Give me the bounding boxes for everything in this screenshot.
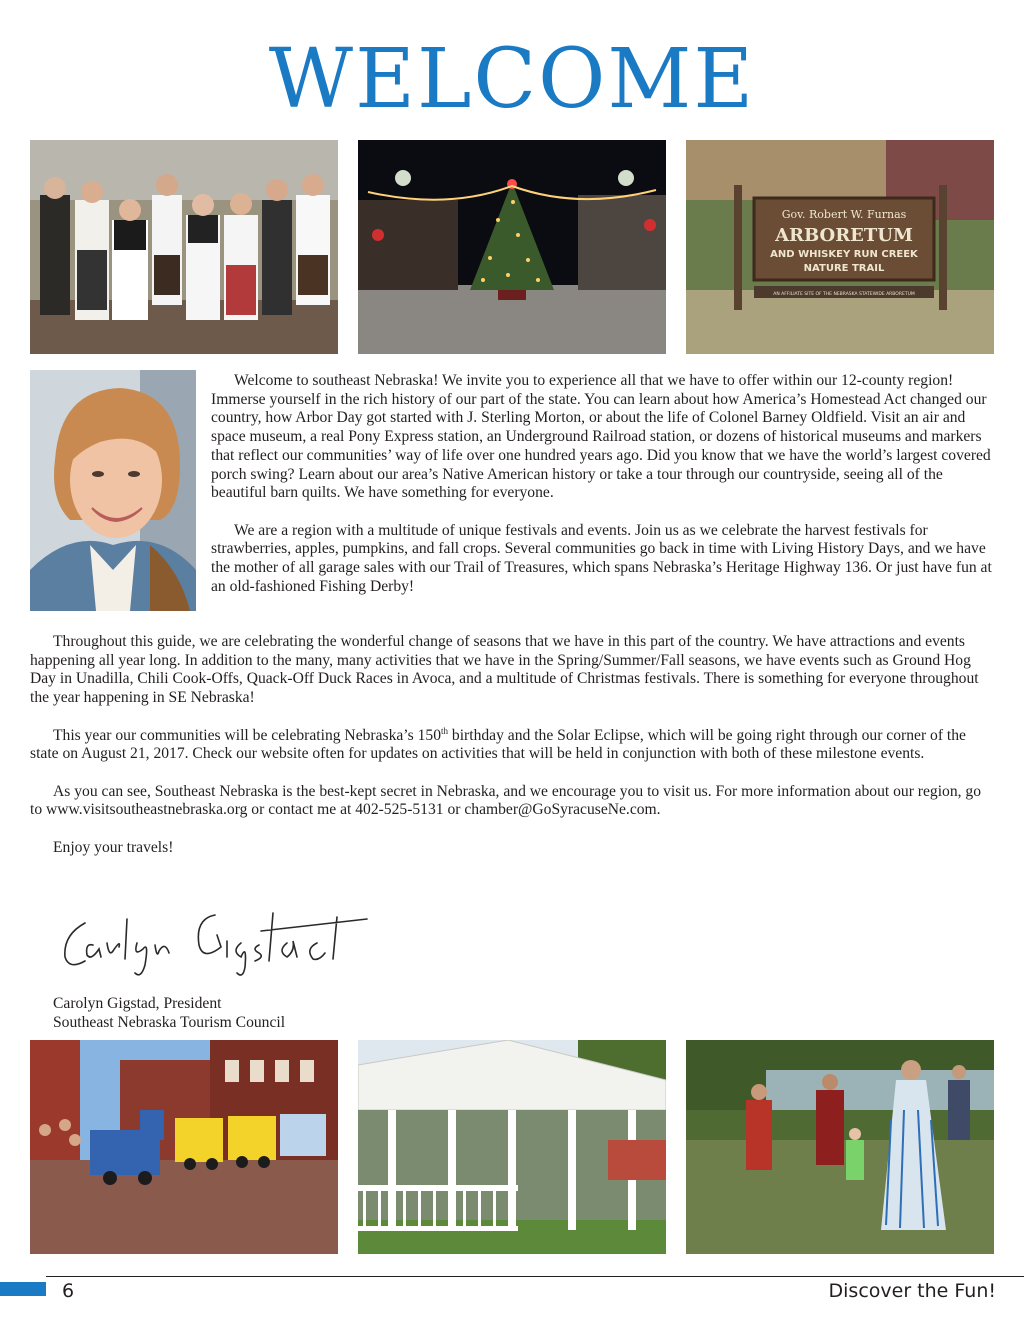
photo-oktoberfest-dancers <box>30 140 338 354</box>
signer-organization: Southeast Nebraska Tourism Council <box>53 1013 286 1031</box>
photo-kiddie-train <box>30 1040 338 1254</box>
body-text-block <box>30 633 997 857</box>
handwritten-signature <box>55 895 385 980</box>
ordinal-suffix: th <box>441 725 449 736</box>
intro-text-block <box>211 372 997 596</box>
photo-christmas-tree-street <box>358 140 666 354</box>
photo-portrait-carolyn <box>30 370 196 611</box>
page-number: 6 <box>62 1280 75 1302</box>
paragraph-milestones-b: birthday and the Solar Eclipse, which will be going right through our corner of the state on August 21, 2017. Check our website often for updates on activities that will be held in conjunction with both of these milestone events. <box>30 726 966 763</box>
paragraph-milestones-a: This year our communities will be celebrating Nebraska’s 150 <box>53 726 442 744</box>
signer-name: Carolyn Gigstad, President <box>53 995 222 1012</box>
footer-tagline: Discover the Fun! <box>828 1280 996 1302</box>
paragraph-festivals: We are a region with a multitude of unique festivals and events. Join us as we celebrate the harvest festivals for strawberries, apples, pumpkins, and fall crops. Several communities go back in time with Living History Days, and we have the mother of all garage sales with our Trail of Treasures, which spans Nebraska’s Heritage Highway 136. Or just have fun at an old-fashioned Fishing Derby! <box>211 521 992 595</box>
photo-park-pavilion <box>358 1040 666 1254</box>
paragraph-intro: Welcome to southeast Nebraska! We invite you to experience all that we have to offer within our 12-county region! Immerse yourself in the rich history of our part of the state. You can learn about how America’s Homestead Act changed our country, how Arbor Day got started with J. Sterling Morton, or about the life of Colonel Barney Oldfield. Visit an air and space museum, a real Pony Express station, an Underground Railroad station, or dozens of historical museums and markers that reflect our communities’ way of life over one hundred years ago. Did you know that we have the world’s largest covered porch swing? Learn about our area’s Native American history or take a tour through our countryside, seeing all of the beautiful barn quilts. We have something for everyone. <box>211 372 991 502</box>
photo-native-dancers <box>686 1040 994 1254</box>
sign-text-line3: AND WHISKEY RUN CREEK <box>770 249 918 260</box>
footer-accent-bar <box>0 1282 46 1296</box>
sign-text-line2: ARBORETUM <box>775 225 913 246</box>
sign-text-line5: AN AFFILIATE SITE OF THE NEBRASKA STATEWIDE ARBORETUM <box>773 292 915 297</box>
page-title: WELCOME <box>268 32 756 127</box>
paragraph-seasons: Throughout this guide, we are celebrating the wonderful change of seasons that we have in this part of the country. We have attractions and events happening all year long. In addition to the many, many activities that we have in the Spring/Summer/Fall seasons, we have events such as Ground Hog Day in Unadilla, Chili Cook-Offs, Quack-Off Duck Races in Avoca, and a multitude of Christmas festivals. There is something for everyone throughout the year happening in SE Nebraska! <box>30 633 979 707</box>
sign-text-line4: NATURE TRAIL <box>803 263 885 274</box>
signer-block <box>53 995 453 1032</box>
paragraph-milestones <box>30 727 997 764</box>
footer-rule <box>46 1276 1024 1277</box>
closing-line: Enjoy your travels! <box>53 838 174 856</box>
photo-arboretum-sign <box>686 140 994 354</box>
paragraph-contact: As you can see, Southeast Nebraska is the best-kept secret in Nebraska, and we encourage you to visit us. For more information about our region, go to www.visitsoutheastnebraska.org or contact me at 402-525-5131 or chamber@GoSyracuseNe.com. <box>30 782 982 819</box>
sign-text-line1: Gov. Robert W. Furnas <box>781 208 907 221</box>
